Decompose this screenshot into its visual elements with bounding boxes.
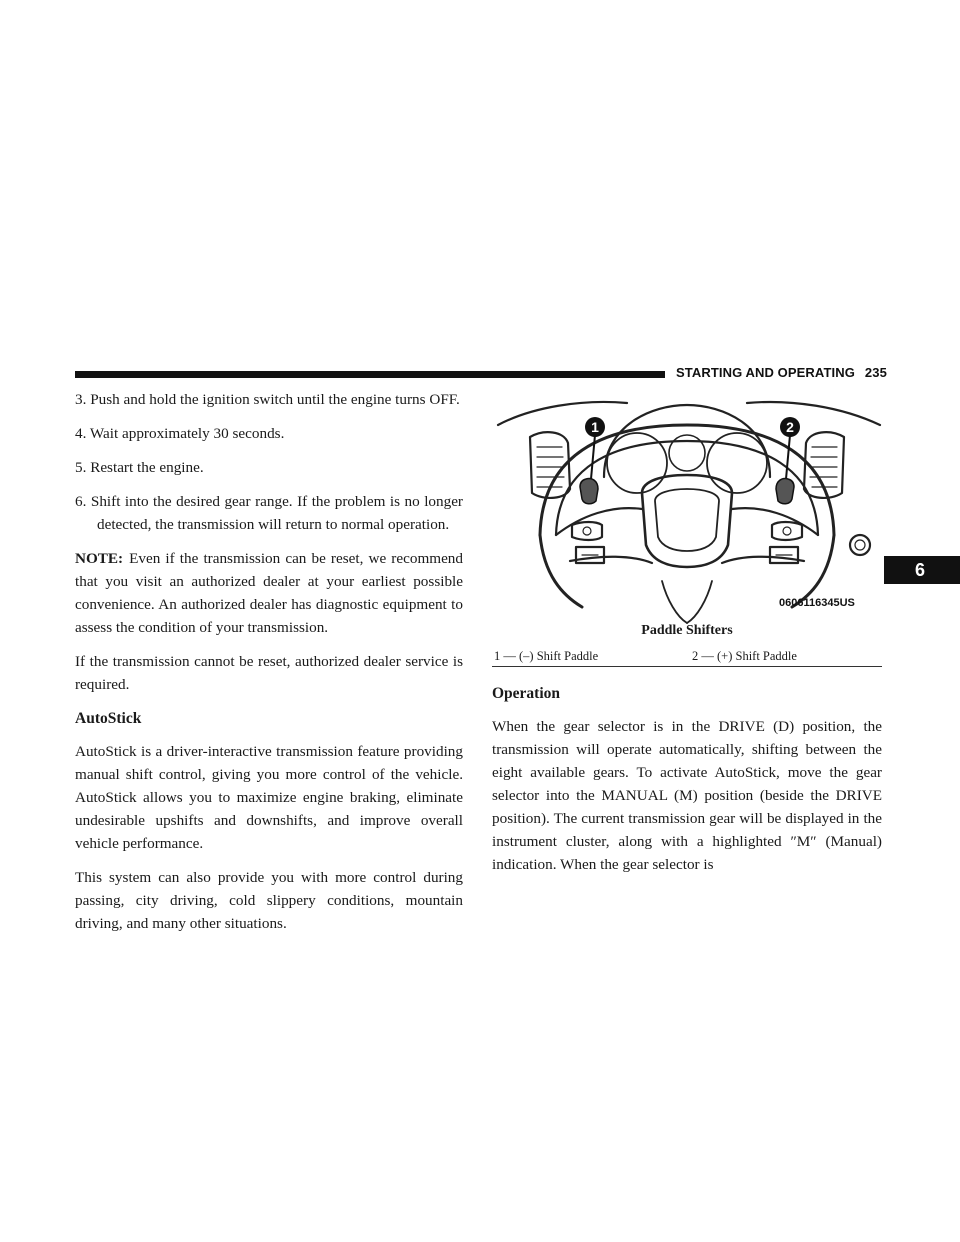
step-5: 5. Restart the engine. [75, 459, 204, 476]
page-number: 235 [864, 365, 887, 380]
note-text: Even if the transmission can be reset, we recommend that you visit an authorized dealer at your earliest possible convenience. An authorized dealer has diagnostic equipment to assess the condition of your transmission. [75, 550, 463, 636]
figure-legend [492, 648, 882, 667]
operation-heading: Operation [492, 685, 561, 702]
callout-1-label: 1 [591, 419, 599, 435]
section-title: STARTING AND OPERATING [676, 365, 855, 380]
figure-caption: Paddle Shifters [641, 623, 733, 638]
running-header [676, 365, 886, 380]
minus-paddle [580, 478, 598, 503]
callout-2-label: 2 [786, 419, 794, 435]
plus-paddle [776, 478, 794, 503]
autostick-paragraph-2: This system can also provide you with more control during passing, city driving, cold slippery conditions, mountain driving, and many other situations. [75, 869, 463, 932]
step-3: 3. Push and hold the ignition switch until the engine turns OFF. [75, 391, 460, 408]
legend-item-2: 2 — (+) Shift Paddle [692, 649, 797, 663]
autostick-paragraph-1: AutoStick is a driver-interactive transmission feature providing manual shift control, giving you more control of the vehicle. AutoStick allows you to maximize engine braking, eliminate undesirable upshifts and downshifts, and improve overall vehicle performance. [75, 743, 463, 852]
paddle-shifters-illustration [492, 385, 882, 625]
step-4: 4. Wait approximately 30 seconds. [75, 425, 285, 442]
operation-paragraph: When the gear selector is in the DRIVE (D) position, the transmission will operate automatically, shifting between the eight available gears. To activate AutoStick, move the gear selector into the MANUAL (M) position (beside the DRIVE position). The current transmission gear will be displayed in the instrument cluster, along with a highlighted ″M″ (Manual) indication. When the gear selector is [492, 718, 882, 873]
note-paragraph [75, 547, 463, 639]
autostick-heading: AutoStick [75, 710, 142, 727]
right-column [492, 682, 882, 887]
step-6: 6. Shift into the desired gear range. If the problem is no longer detected, the transmission will return to normal operation. [75, 493, 463, 533]
legend-item-1: 1 — (–) Shift Paddle [494, 649, 599, 663]
chapter-tab: 6 [884, 556, 960, 584]
header-rule [75, 371, 665, 378]
reset-paragraph: If the transmission cannot be reset, authorized dealer service is required. [75, 653, 463, 693]
note-label: NOTE: [75, 550, 124, 567]
figure-code: 0606116345US [779, 597, 855, 609]
left-column [75, 388, 463, 946]
